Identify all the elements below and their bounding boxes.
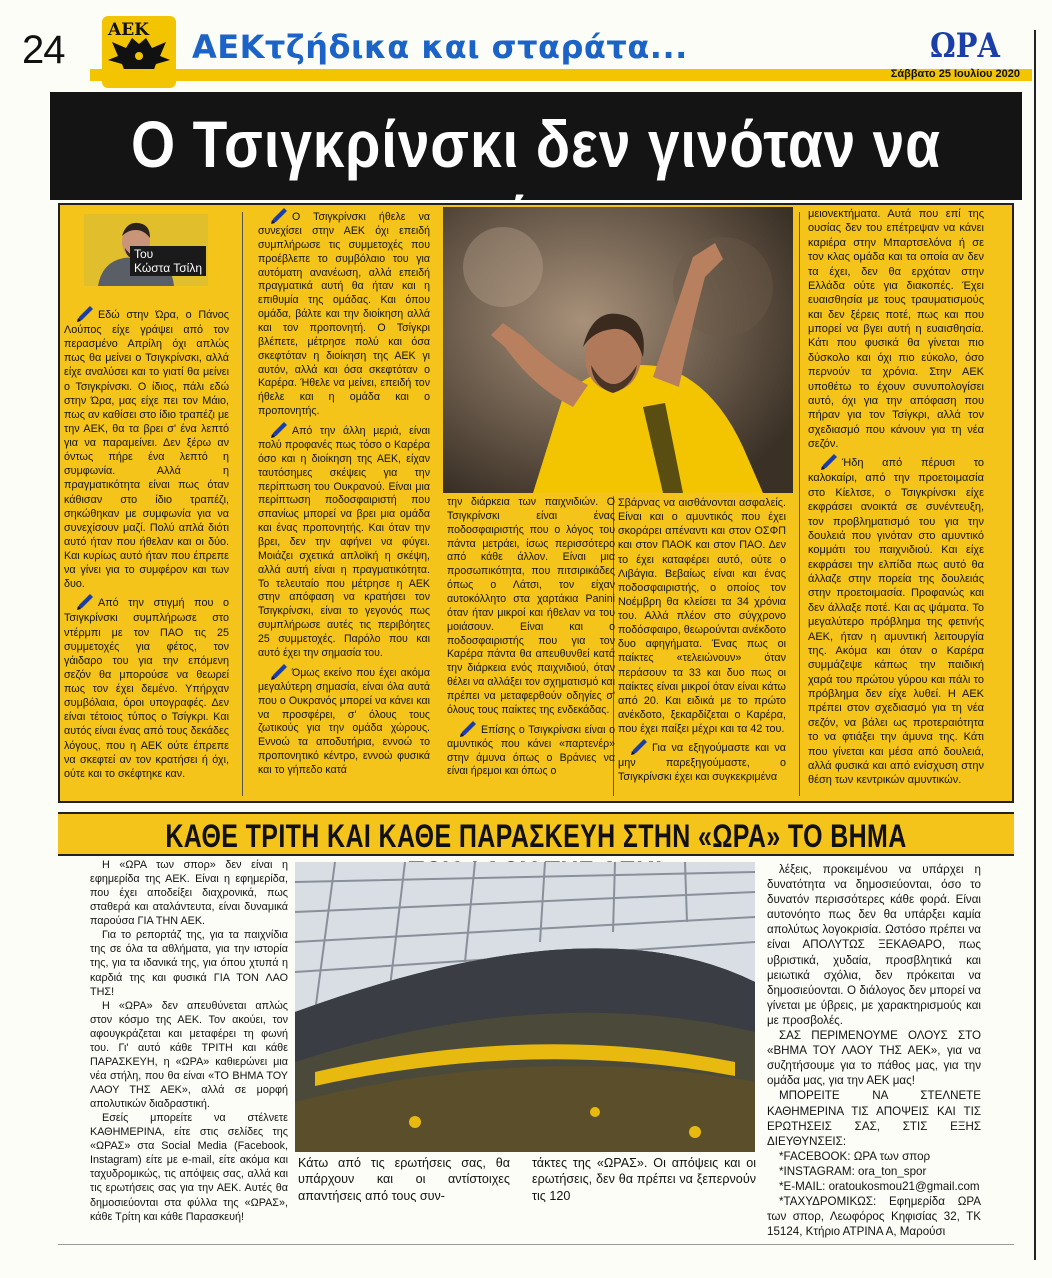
issue-date: Σάββατο 25 Ιουλίου 2020	[890, 68, 1020, 80]
col4-paragraph: Σβάρνας να αισθάνονται ασφαλείς. Είναι και ο αμυντικός που έχει σκοράρει απέναντι και στον ΟΣΦΠ και στον ΠΑΟΚ και στον ΠΑΟ. Δεν το έχει καταφέρει αυτό, ούτε ο Λιβάγια. Βεβαίως είναι και ένας ποδοσφαιριστής, ο οποίος τον Νοέμβρη θα κλείσει τα 34 χρόνια του. Αλλά πλέον στο σύγχρονο ποδόσφαιρο, θεωρούνται ανέκδοτο δυο αφηγήματα. Ένας πως οι παίκτες «τελειώνουν» όταν περάσουν τα 33 και δυο πως οι παίκτες είναι μικροί όταν είναι κάτω από 20. Και ειδικά με το πρώτο ανέκδοτο, ξεκαρδίζεται ο Καρέρα, που έχει παίξει μέχρι και τα 42 του.	[618, 497, 786, 735]
col3-paragraph: την διάρκεια των παιχνιδιών. Ο Τσιγκρίνσκι είναι ένας ποδοσφαιριστής που ο λόγος του πάντα μετράει, ίσως περισσότερο από κάθε άλλον. Είναι μια προσωπικότητα, που πιτσιρικάδες όπως ο Λάτσι, τον είχαν αυτοκόλλητο στα χαρτάκια Panini όταν ήταν μικροί και ήθελαν να του μοιάσουν. Είναι και ο ποδοσφαιριστής που για τον Καρέρα πάντα θα απευθυνθεί κατά την διάρκεια ενός παιχνιδιού, όταν θέλει να αλλάξει τον σχηματισμό και πρέπει να μεταφερθούν οδηγίες σ' όλους τους παίκτες της ενδεκάδας.	[447, 496, 615, 716]
feature-banner	[58, 812, 1014, 856]
col4-paragraph: Για να εξηγούμαστε και να μην παρεξηγούμαστε, ο Τσιγκρίνσκι έχει και συγκεκριμένα	[618, 742, 786, 784]
col2-paragraph: Όμως εκείνο που έχει ακόμα μεγαλύτερη σημασία, είναι όλα αυτά που ο Ουκρανός μπορεί να κάνει και να προσφέρει, σ' όλους τους ζωτικούς για την ομάδα χώρους. Εννοώ τα αποδυτήρια, εννοώ το προπονητικό κέντρο, εννοώ φυσικά και το γήπεδο κατά	[258, 666, 430, 776]
date-bar	[90, 69, 1032, 81]
col1-paragraph: Από την στιγμή που ο Τσιγκρίνσκι συμπλήρωσε στο ντέρμπι με τον ΠΑΟ τις 25 συμμετοχές για φέτος, τον γάιδαρο του για την επόμενη σεζόν θα μπορούσε να θεωρεί πως τον έχει δεμένο. Υπήρχαν συμβόλαια, όροι υπογραφές. Δεν είναι τέτοιος τύπος ο Τσίγκρι. Και αυτός είναι ένας από τους δεκάδες λόγους, που η ΑΕΚ ούτε έπρεπε να σκεφτεί αν τον κρατήσει ή όχι, ούτε και το σκέφτηκε καν.	[64, 597, 229, 780]
pen-icon	[270, 207, 290, 225]
col1-paragraph: Εδώ στην Ώρα, ο Πάνος Λούπος είχε γράψει από τον περασμένο Απρίλη όχι απλώς πως θα μείνει ο Τσιγκρίνσκι, αλλά είχε αναλύσει και το γιατί θα μείνει ο Τσιγκρίνσκι. Ο ίδιος, πάλι εδώ στην Ώρα, μας είχε πει τον Μάιο, πως αν καθίσει στο ίδιο τραπέζι με την ΑΕΚ, θα τα βρει σ' ένα λεπτό για να παραμείνει. Δεν ξέρω αν όντως πήρε ένα λεπτό η συμφωνία. Αλλά η πραγματικότητα είναι πως όταν κάθισαν στο ίδιο τραπέζι, σηκώθηκαν με συμφωνία για να συνεχίσουν μαζί. Πολύ απλά διότι αυτό ήταν που ήθελαν και οι δύο. Και κυρίως αυτό ήταν που έπρεπε να γίνει για το συμφέρον και των δυο.	[64, 309, 229, 591]
column-divider	[799, 212, 800, 796]
col5-paragraph: Ήδη από πέρυσι το καλοκαίρι, από την προετοιμασία στο Κίελτσε, ο Τσιγκρίνσκι είχε εκφράσει ανοικτά σε συνέντευξη, τον προβληματισμό του για την δουλειά που γινόταν στο αμυντικό κομμάτι του παιχνιδιού. Και είχε εκφράσει την ελπίδα πως αυτό θα άλλαζε στην πορεία της δουλειάς στην προετοιμασία. Προφανώς και δεν άλλαξε ποτέ. Και ας ψάματα. Το μεγαλύτερο πρόβλημα της φετινής ΑΕΚ, ήταν η αμυντική λειτουργία της. Ακόμα και όταν ο Καρέρα συμμάζεψε κάπως την παιδική χαρά του πρώτου γύρου και πάλι το πρόβλημα δεν είχε λυθεί. Η ΑΕΚ πρέπει στον σχεδιασμό για τη νέα σεζόν, να βάλει ως προτεραιότητα το να φτιάξει την άμυνα της. Κάτι που γίνεται και μέσα από δουλειά, αλλά φυσικά και από ενίσχυση στην θέση των κεντρικών αμυντικών.	[808, 457, 984, 787]
contact-postal: *ΤΑΧΥΔΡΟΜΙΚΩΣ: Εφημερίδα ΩΡΑ των σπορ, Λεωφόρος Κηφισίας 32, ΤΚ 15124, Κτήριο ΑΤΡΙΝΑ Α, Μαρούσι	[767, 1195, 981, 1239]
stadium-photo	[295, 862, 755, 1152]
col2-paragraph: Ο Τσιγκρίνσκι ήθελε να συνεχίσει στην ΑΕΚ όχι επειδή συμπλήρωσε τις συμμετοχές που προέβλεπε το συμβόλαιο του για αυτόματη ανανέωση, αλλά επειδή πραγματικά αυτή θα ήταν και η επιθυμία της ομάδας. Και όπου ομάδα, βάλτε και την διοίκηση αλλά και τον προπονητή. Ο Τσίγκρι βλέπετε, μέτρησε πολύ και όσα σκεφτόταν η διοίκηση της ΑΕΚ γι αυτόν, αλλά και όσα σκεφτόταν ο Καρέρα. Ήθελε να μείνει, επειδή τον ήθελε και η ομάδα και ο προπονητής.	[258, 211, 430, 418]
page-edge-rule	[1034, 30, 1036, 1260]
article-column-1	[64, 305, 229, 783]
feature-paragraph: ΜΠΟΡΕΙΤΕ ΝΑ ΣΤΕΛΝΕΤΕ ΚΑΘΗΜΕΡΙΝΑ ΤΙΣ ΑΠΟΨΕΙΣ ΚΑΙ ΤΙΣ ΕΡΩΤΗΣΕΙΣ ΣΑΣ, ΣΤΙΣ ΕΞΗΣ ΔΙΕΥΘΥΝΣΕΙΣ:	[767, 1089, 981, 1148]
feature-column-2	[298, 1155, 510, 1204]
feature-banner-text: ΚΑΘΕ ΤΡΙΤΗ ΚΑΙ ΚΑΘΕ ΠΑΡΑΣΚΕΥΗ ΣΤΗΝ «ΩΡΑ» ΤΟ ΒΗΜΑ	[165, 818, 907, 854]
headline-box	[50, 92, 1022, 200]
author-prefix: Του	[134, 247, 154, 261]
feature-paragraph: Η «ΩΡΑ» δεν απευθύνεται απλώς στον κόσμο της ΑΕΚ. Τον ακούει, τον αφουγκράζεται και μεταφέρει τη φωνή του. Γι' αυτό κάθε ΤΡΙΤΗ και κάθε ΠΑΡΑΣΚΕΥΗ, η «ΩΡΑ» καθιερώνει μια νέα στήλη, που θα είναι «ΤΟ ΒΗΜΑ ΤΟΥ ΛΑΟΥ ΤΗΣ ΑΕΚ», αλλά σε μορφή απολυτικών διαδραστική.	[90, 999, 288, 1111]
aek-logo-text: ΑΕΚ	[108, 20, 149, 40]
page-header	[0, 0, 1052, 84]
section-title: ΑΕΚτζήδικα και σταράτα...	[192, 28, 688, 66]
feature-paragraph: Εσείς μπορείτε να στέλνετε ΚΑΘΗΜΕΡΙΝΑ, είτε στις σελίδες της «ΩΡΑΣ» στα Social Media (Facebook, Instagram) είτε με e-mail, είτε ακόμα και ταχυδρομικώς, τις απόψεις σας, αλλά και τις ερωτήσεις σας για την ΑΕΚ. Αυτές θα δημοσιεύονται στα φύλλα της «ΩΡΑΣ», κάθε Τρίτη και κάθε Παρασκευή!	[90, 1112, 288, 1223]
feature-paragraph: Κάτω από τις ερωτήσεις σας, θα υπάρχουν και οι αντίστοιχες απαντήσεις από τους συν-	[298, 1156, 510, 1203]
feature-column-4	[767, 862, 981, 1239]
feature-paragraph: Η «ΩΡΑ των σπορ» δεν είναι η εφημερίδα της ΑΕΚ. Είναι η εφημερίδα, που έχει αποδείξει διαχρονικά, πως σταθερά και αταλάντευτα, είναι δυναμικά παρούσα ΓΙΑ ΤΗΝ ΑΕΚ.	[90, 859, 288, 928]
author-name: Κώστα Τσίλη	[134, 261, 203, 275]
feature-column-3	[532, 1155, 756, 1204]
article-column-3	[447, 496, 615, 781]
feature-paragraph: τάκτες της «ΩΡΑΣ». Οι απόψεις και οι ερωτήσεις, δεν θα πρέπει να ξεπερνούν τις 120	[532, 1156, 756, 1203]
col5-paragraph: μειονεκτήματα. Αυτά που επί της ουσίας δεν του επέτρεψαν να κάνει καριέρα στην Μπαρτσελόνα ή σε τον κλας ομάδα και τα οποία αν δεν τα έχει, δεν θα ερχόταν στην Ελλάδα ούτε για διακοπές. Έχει ευαισθησία με τους τραυματισμούς και δεν ξέρεις ποτέ, πως και που μπορεί να βγει αυτή η ευαισθησία. Κάτι που φυσικά θα γίνεται πιο δύσκολο και όχι πιο εύκολο, όσο περνούν τα χρόνια. Στην ΑΕΚ υποθέτω το έχουν συνυπολογίσει αυτό, όχι για την απόφαση που πήραν για τον Τσίγκρι, αλλά τον σχεδιασμό που κάνουν για τη νέα σεζόν.	[808, 208, 984, 450]
newspaper-brand: ΩΡΑ	[930, 26, 1000, 66]
article-column-2	[258, 207, 430, 780]
pen-icon	[76, 593, 96, 611]
bottom-rule	[58, 1244, 1014, 1245]
pen-icon	[820, 453, 840, 471]
pen-icon	[459, 720, 479, 738]
article-column-4	[618, 496, 786, 786]
col2-paragraph: Από την άλλη μεριά, είναι πολύ προφανές πως τόσο ο Καρέρα όσο και η διοίκηση της ΑΕΚ, είχαν ταυτόσημες σκέψεις για την περίπτωση του Ουκρανού. Είναι μια περίπτωση ποδοσφαιριστή που σπανίως μπορεί να βρει μια ομάδα και ένας προπονητής. Και όταν την βρει, δεν την αφήνει να φύγει. Μοιάζει σχετικά απλοϊκή η σκέψη, αλλά αυτή είναι η πραγματικότητα. Το τελευταίο που μέτρησε η ΑΕΚ στην απόφαση να κρατήσει τον Τσιγκρίνσκι, είναι το γεγονός πως συμπλήρωσε αυτές τις περιβόητες 25 συμμετοχές. Παρόλο που και αυτό έχει την σημασία του.	[258, 425, 430, 659]
col3-paragraph: Επίσης ο Τσιγκρίνσκι είναι ο αμυντικός που κάνει «παρτενέρ» στην άμυνα όπως ο Βράνιες να είναι ήρεμοι και όπως ο	[447, 723, 615, 778]
author-byline	[130, 246, 206, 276]
player-photo	[443, 207, 793, 493]
feature-paragraph: Για το ρεπορτάζ της, για τα παιχνίδια της σε όλα τα αθλήματα, για την ιστορία της, για τα ιδανικά της, για όπου χτυπά η καρδιά της και φυσικά ΓΙΑ ΤΟΝ ΛΑΟ ΤΗΣ!	[90, 929, 288, 998]
player-celebration-image	[443, 207, 793, 493]
pen-icon	[630, 738, 650, 756]
article-column-5	[808, 207, 984, 790]
feature-paragraph: λέξεις, προκειμένου να υπάρχει η δυνατότητα να δημοσιεύονται, όσο το δυνατόν περισσότερες κάθε φορά. Είναι αυτονόητο πως δεν θα υπάρξει καμία απολύτως λογοκρισία. Ωστόσο πρέπει να είναι ΑΠΟΛΥΤΩΣ ΞΕΚΑΘΑΡΟ, πως υβριστικά, χυδαία, προσβλητικά και μειωτικά σχόλια, δεν πρόκειται να δημοσιεύονται. Ο διάλογος δεν μπορεί να γίνεται με ύβρεις, με χαρακτηρισμούς και με προσβολές.	[767, 863, 981, 1027]
contact-instagram: *INSTAGRAM: ora_ton_spor	[779, 1164, 927, 1178]
pen-icon	[76, 305, 96, 323]
contact-email: *E-MAIL: oratoukosmou21@gmail.com	[779, 1179, 980, 1193]
column-divider	[242, 212, 243, 796]
contact-facebook: *FACEBOOK: ΩΡΑ των σπορ	[779, 1149, 931, 1163]
feature-column-1	[90, 858, 288, 1224]
page-number: 24	[22, 28, 65, 72]
stadium-crowd-image	[295, 862, 755, 1152]
article-headline: Ο Τσιγκρίνσκι δεν γινόταν να	[131, 107, 941, 181]
pen-icon	[270, 421, 290, 439]
feature-paragraph: ΣΑΣ ΠΕΡΙΜΕΝΟΥΜΕ ΟΛΟΥΣ ΣΤΟ «ΒΗΜΑ ΤΟΥ ΛΑΟΥ ΤΗΣ ΑΕΚ», για να συζητήσουμε για το πάθος μας, για την ομάδα μας, για την ΑΕΚ μας!	[767, 1029, 981, 1088]
pen-icon	[270, 663, 290, 681]
